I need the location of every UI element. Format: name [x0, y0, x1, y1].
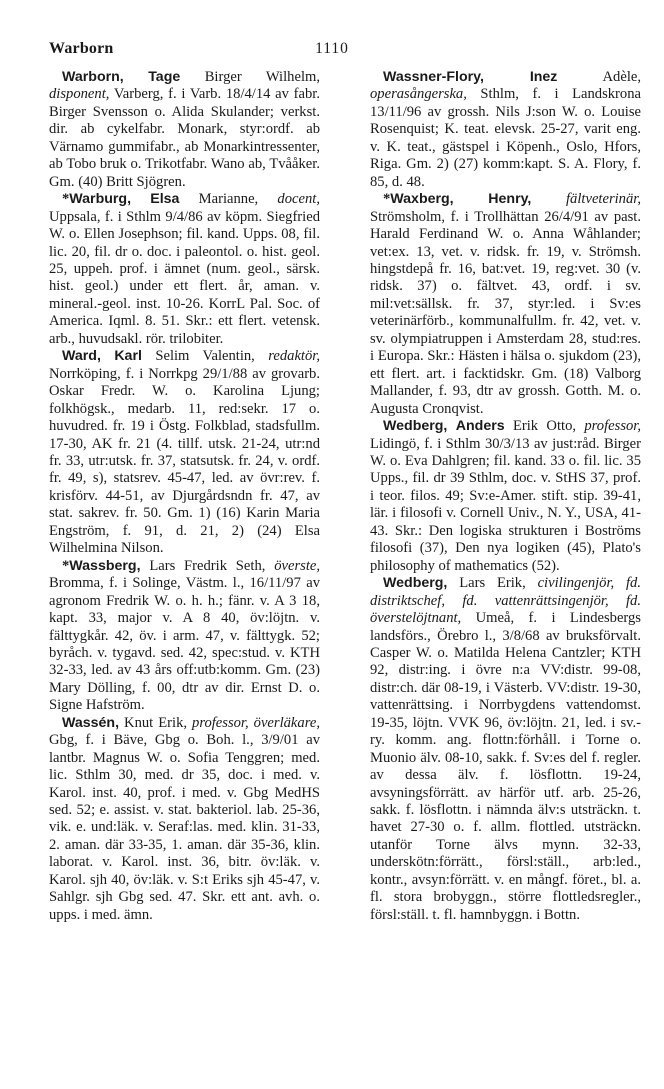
entry-body: Strömsholm, f. i Trollhättan 26/4/91 av past. Harald Ferdinand W. o. Anna Wåhlander; vet:ex. 13, vet. v. ridsk. fr. 19, v. Strömsh. hingstdepå fr. 16, bat:vet. 19, reg:vet. 30 (v. ridsk. 37) o. fältvet. 43, ordf. i sv. mil:vet:sällsk. fr. 37, styr:led. i Sv:es veterinärförb., kommunalfullm. fr. 42, vet. v. sv. olympiatruppen i Amsterdam 28, stud:res. i Europa. Skr.: Hästen i hälsa o. sjukdom (23), ett flert. art. i facktidskr. Gm. (18) Valborg Mallander, f. 93, dtr av grossh. Gotth. M. o. Augusta Cronqvist. [370, 208, 641, 417]
entry-surname: Wedberg, [383, 575, 448, 592]
entry-given-names: Knut Erik, [124, 714, 188, 731]
entry-surname: Wassner-Flory, [383, 69, 484, 85]
biography-entry [370, 191, 641, 418]
entry-body: Gbg, f. i Bäve, Gbg o. Boh. l., 3/9/01 av lantbr. Magnus W. o. Sofia Tenggren; med. lic. Sthlm 30, med. dr 35, doc. i med. v. Karol. inst. 40, prof. i med. v. Gbg MedHS sed. 52; e. assist. v. stat. bakteriol. lab. 25-36, vik. e. und:läk. v. Seraf:las. med. klin. 31-33, 2. aman. där 33-35, 1. aman. där 35-36, klin. laborat. v. Karol. inst. 36, bitr. öv:läk. v. Karol. sjh 40, öv:läk. v. S:t Eriks sjh 45-47, v. Sahlgr. sjh Gbg sed. 47. Skr. ett ant. avh. o. upps. i med. ämn. [49, 732, 320, 923]
entry-given-names: Birger Wilhelm, [204, 69, 320, 85]
entry-given-bold: Tage [148, 69, 181, 85]
entry-surname: Warborn, [62, 69, 124, 85]
entry-body: Sthlm, f. i Landskrona 13/11/96 av grossh. Nils J:son W. o. Louise Rosenquist; K. teat. elevsk. 25-27, varit eng. v. K. teat., gästspel i Köpenh., Oslo, Hfors, Riga. Gm. 2) (27) komm:kapt. S. A. Flory, f. 85, d. 48. [370, 86, 641, 190]
biography-entry [49, 715, 320, 924]
entry-body: Varberg, f. i Varb. 18/4/14 av fabr. Birger Svensson o. Alida Skulander; verkst. dir. ab cykelfabr. Monark, styr:ordf. ab Värnamo gummifabr., ab Monarkintressenter, ab Tobo bruk o. Trikotfabr. Wano ab, Tvååker. Gm. (40) Britt Sjögren. [49, 86, 321, 190]
entry-occupation: redaktör, [268, 348, 320, 365]
entry-occupation: docent, [277, 191, 320, 208]
entry-given-names: Marianne, [198, 191, 259, 208]
entry-surname: Wedberg, [383, 418, 448, 435]
entry-star: * [383, 191, 391, 208]
biography-entry [370, 69, 641, 191]
entry-given-bold: Karl [114, 348, 142, 365]
entry-surname: Ward, [62, 348, 101, 365]
entry-surname: Wassén, [62, 714, 120, 731]
biography-entry [49, 558, 320, 715]
entry-body: Bromma, f. i Solinge, Västm. l., 16/11/97 av agronom Fredrik W. o. h. h.; fänr. v. A 3 18, kapt. 33, major v. A 8 40, öv:löjtn. v. fälttygkår. 42, öv. i arm. 47, v. fälttygk. 52; byråch. v. tygavd. sed. 42, spec:stud. v. KTH 32-33, led. av 43 års off:utb:komm. Gm. (23) Mary Dölling, f. 00, dtr av dir. Ernst D. o. Signe Hafström. [49, 575, 320, 714]
entry-surname: Waxberg, [390, 191, 454, 208]
entry-given-bold: Elsa [150, 191, 180, 208]
entry-occupation: fältveterinär, [566, 191, 641, 208]
entry-given-names: Lars Fredrik Seth, [149, 557, 266, 574]
entry-occupation: professor, [584, 418, 642, 435]
biography-entry [49, 191, 320, 348]
entry-occupation: civilingenjör, fd. distriktschef, fd. vattenrättsingenjör, fd. överstelöjtnant, [370, 575, 641, 627]
entry-star: * [62, 191, 70, 208]
entry-surname: Wassberg, [69, 557, 141, 574]
entry-given-bold: Inez [529, 69, 558, 85]
entry-given-bold: Anders [455, 418, 505, 435]
entry-occupation: överste, [274, 557, 320, 574]
entry-given-names: Adèle, [602, 69, 641, 85]
biography-entry [370, 418, 641, 575]
entry-surname: Warburg, [69, 191, 132, 208]
page-header [49, 40, 615, 62]
entry-given-names: Erik Otto, [512, 418, 577, 435]
left-column [49, 69, 320, 924]
entry-given-bold: Henry, [488, 191, 532, 208]
entry-given-names: Selim Valentin, [155, 348, 255, 365]
entry-body: Norrköping, f. i Norrkpg 29/1/88 av grovarb. Oskar Fredr. W. o. Karolina Ljung; folkhögsk., medarb. 11, red:sekr. 17 o. huvudred. fr. 19 i Östg. Folkblad, stadsfullm. 17-30, AK fr. 21 (4. tillf. utsk. 21-24, utr:nd fr. 33, utr:utsk. fr. 37, statsutsk. fr. 24, v. ordf. fr. 49, s), statsrev. 45-47, led. av övr:rev. f. krisförv. 44-51, av Djurgårdsndn fr. 47, av stat. sakrev. fr. 50. Gm. 1) (16) Karin Maria Engström, f. 91, d. 21, 2) (24) Elsa Wilhelmina Nilson. [49, 365, 320, 557]
running-head: Warborn [49, 40, 114, 57]
entry-occupation: operasångerska, [370, 86, 467, 103]
page-number: 1110 [315, 40, 349, 57]
entry-body: Umeå, f. i Lindesbergs landsförs., Örebro l., 3/8/68 av bruksförvalt. Casper W. o. Matilda Helena Cantzler; KTH 92, distr:ing. i övre n:a VV:distr. 99-08, distr:ch. där 08-19, i Västerb. VV:distr. 19-30, vattenrättsing. i Norrbygdens vattendomst. 19-35, löjtn. VVK 96, öv:löjtn. 21, led. i sv.-ry. komm. ang. flottn:förhåll. i Torne o. Muonio älv. 08-10, sakk. f. Sv:es del f. regler. av dessa älv. f. lösflottn. 19-24, avsyningsförrätt. av härför utf. arb. 25-26, sakk. f. lösflottn. i nämnda älv:s utsträckn. t. havet 27-30 o. f. allm. flottled. utsträckn. utanför Torne älvs mynn. 32-33, underskötn:förrätt., försl:ställ., arb:led., kontr., avsyn:förrätt. v. en mångf. föret., bl. a. fl. stora brobyggn., större flottledsregler., försl:ställ. t. fl. hamnbyggn. i Bottn. [370, 610, 641, 923]
entry-occupation: disponent, [49, 86, 110, 103]
biography-entry [49, 348, 320, 557]
biography-entry [370, 575, 641, 924]
entry-star: * [62, 557, 70, 574]
biography-entry [49, 69, 320, 191]
entry-occupation: professor, överläkare, [192, 714, 320, 731]
entry-body: Lidingö, f. i Sthlm 30/3/13 av just:råd. Birger W. o. Eva Dahlgren; fil. kand. 33 o. fil. lic. 35 Upps., fil. dr 39 Sthlm, doc. v. StHS 37, prof. i teor. filos. 49; Sv:e-Amer. stift. stip. 39-41, lär. i filosofi v. Cornell Univ., N. Y., USA, 41-43. Skr.: Den logiska strukturen i Boströms filosofi (37), Den nya logiken (45), Plato's philosophy of mathematics (52). [370, 435, 641, 574]
entry-given-names: Lars Erik, [459, 575, 526, 592]
entry-body: Uppsala, f. i Sthlm 9/4/86 av köpm. Siegfried W. o. Ellen Josephson; fil. kand. Upps. 08, fil. lic. 20, fil. dr o. doc. i paleontol. o. hist. geol. 25, uppeh. prof. i ämnet (num. geol., särsk. hist. geol.) under ett flert. år, aman. v. mineral.-geol. inst. 10-26. KorrL Pal. Soc. of America. Iqml. 8. 51. Skr.: ett flert. vetensk. arb., huvudsakl. rör. trilobiter. [49, 208, 320, 347]
right-column [370, 69, 641, 924]
